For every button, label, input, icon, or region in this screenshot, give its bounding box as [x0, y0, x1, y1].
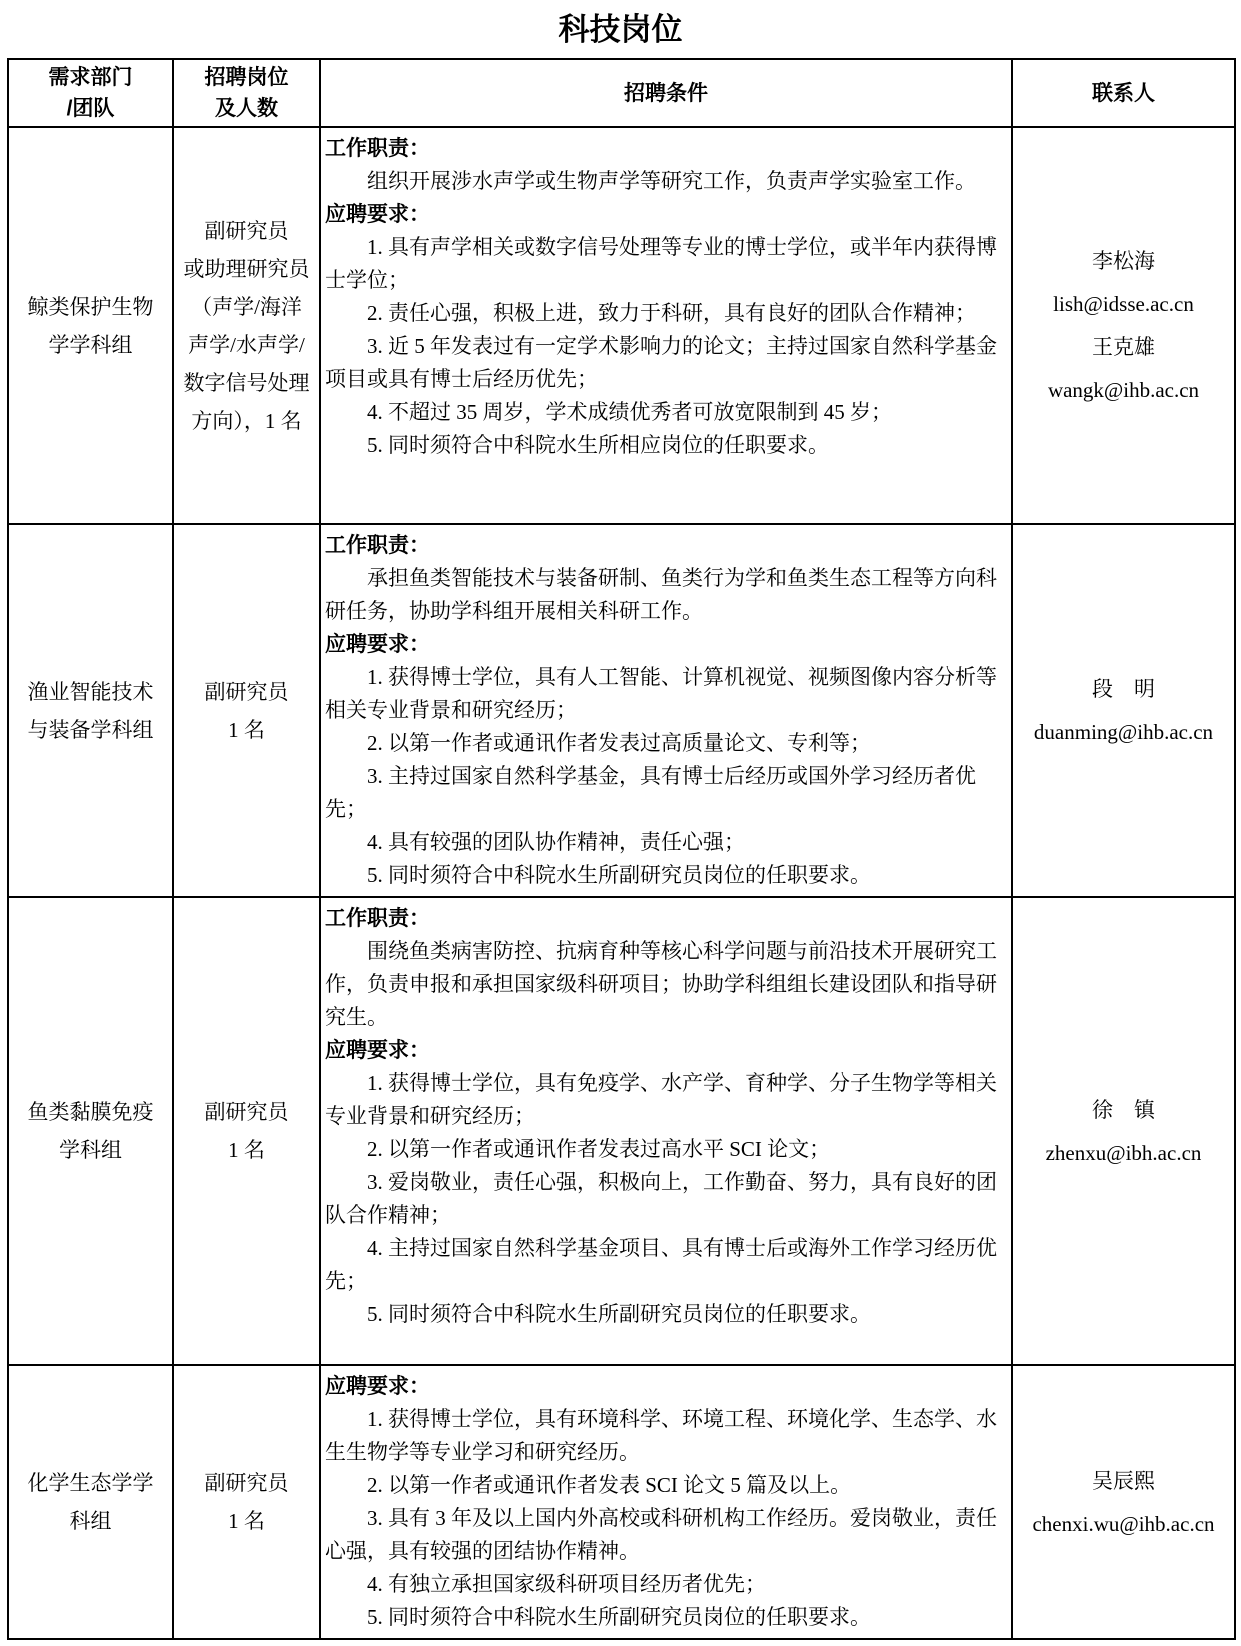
condition-item: 1. 获得博士学位，具有人工智能、计算机视觉、视频图像内容分析等相关专业背景和研究经历； — [325, 665, 997, 722]
conditions-cell — [320, 1365, 1012, 1639]
condition-item: 5. 同时须符合中科院水生所副研究员岗位的任职要求。 — [367, 863, 871, 887]
condition-item: 3. 近 5 年发表过有一定学术影响力的论文；主持过国家自然科学基金项目或具有博士后经历优先； — [325, 334, 997, 391]
conditions-cell — [320, 127, 1012, 524]
condition-item: 3. 主持过国家自然科学基金，具有博士后经历或国外学习经历者优先； — [325, 764, 976, 821]
position-cell — [173, 524, 320, 897]
table-header-row — [8, 59, 1235, 127]
contact-cell — [1012, 897, 1235, 1365]
jobs-table — [7, 58, 1236, 1640]
condition-section-heading: 工作职责： — [325, 137, 430, 160]
contact-email: zhenxu@ibh.ac.cn — [1045, 1140, 1202, 1165]
table-row — [8, 1365, 1235, 1639]
contact-name: 李松海 — [1092, 249, 1155, 273]
position-cell — [173, 897, 320, 1365]
position-line: 副研究员 — [204, 1471, 289, 1495]
position-cell — [173, 127, 320, 524]
condition-item: 5. 同时须符合中科院水生所相应岗位的任职要求。 — [367, 433, 829, 457]
contact-email: duanming@ihb.ac.cn — [1033, 720, 1214, 744]
table-row — [8, 127, 1235, 524]
condition-item: 1. 获得博士学位，具有免疫学、水产学、育种学、分子生物学等相关专业背景和研究经历； — [325, 1071, 997, 1128]
condition-section-heading: 工作职责： — [325, 534, 430, 557]
condition-item: 2. 以第一作者或通讯作者发表过高质量论文、专利等； — [367, 731, 871, 755]
dept-cell: 渔业智能技术与装备学科组 — [8, 524, 173, 897]
condition-item: 3. 具有 3 年及以上国内外高校或科研机构工作经历。爱岗敬业，责任心强，具有较强的团结协作精神。 — [325, 1506, 997, 1563]
dept-cell: 化学生态学学科组 — [8, 1365, 173, 1639]
contact-name: 徐 镇 — [1092, 1097, 1155, 1122]
contact-email: chenxi.wu@ihb.ac.cn — [1032, 1511, 1215, 1536]
dept-cell: 鱼类黏膜免疫学科组 — [8, 897, 173, 1365]
position-cell — [173, 1365, 320, 1639]
condition-item: 5. 同时须符合中科院水生所副研究员岗位的任职要求。 — [367, 1605, 871, 1629]
condition-item: 4. 有独立承担国家级科研项目经历者优先； — [367, 1572, 766, 1596]
header-contact: 联系人 — [1012, 59, 1235, 127]
header-dept — [8, 59, 173, 127]
position-line: 副研究员 — [204, 1100, 289, 1124]
position-line: 1 名 — [228, 1138, 265, 1162]
position-line: 副研究员 — [204, 679, 289, 704]
header-position-line2: 及人数 — [215, 97, 278, 120]
contact-name: 王克雄 — [1092, 335, 1155, 359]
condition-section-heading: 应聘要求： — [325, 1039, 430, 1062]
condition-item: 4. 不超过 35 周岁，学术成绩优秀者可放宽限制到 45 岁； — [367, 400, 892, 424]
condition-section-heading: 应聘要求： — [325, 633, 430, 656]
contact-cell — [1012, 524, 1235, 897]
position-line: 1 名 — [228, 717, 265, 742]
condition-item: 1. 具有声学相关或数字信号处理等专业的博士学位，或半年内获得博士学位； — [325, 235, 997, 292]
condition-paragraph: 承担鱼类智能技术与装备研制、鱼类行为学和鱼类生态工程等方向科研任务，协助学科组开展相关科研工作。 — [325, 566, 997, 623]
page-title: 科技岗位 — [558, 12, 683, 47]
header-position — [173, 59, 320, 127]
position-line: （声学/海洋声学/水声学/数字信号处理方向），1 名 — [183, 294, 310, 433]
contact-email: wangk@ihb.ac.cn — [1047, 378, 1200, 402]
contact-name: 吴辰熙 — [1092, 1468, 1155, 1493]
contact-cell — [1012, 1365, 1235, 1639]
table-row — [8, 524, 1235, 897]
condition-item: 5. 同时须符合中科院水生所副研究员岗位的任职要求。 — [367, 1302, 871, 1326]
condition-item: 2. 责任心强，积极上进，致力于科研，具有良好的团队合作精神； — [367, 301, 976, 325]
position-line: 副研究员 — [204, 218, 289, 243]
condition-item: 3. 爱岗敬业，责任心强，积极向上，工作勤奋、努力，具有良好的团队合作精神； — [325, 1170, 997, 1227]
contact-name: 段 明 — [1092, 677, 1155, 701]
condition-item: 4. 具有较强的团队协作精神，责任心强； — [367, 830, 745, 854]
dept-cell: 鲸类保护生物学学科组 — [8, 127, 173, 524]
condition-item: 2. 以第一作者或通讯作者发表 SCI 论文 5 篇及以上。 — [367, 1473, 852, 1497]
conditions-cell — [320, 897, 1012, 1365]
condition-section-heading: 应聘要求： — [325, 203, 430, 226]
condition-item: 4. 主持过国家自然科学基金项目、具有博士后或海外工作学习经历优先； — [325, 1236, 997, 1293]
header-dept-line2: /团队 — [66, 97, 115, 120]
condition-paragraph: 围绕鱼类病害防控、抗病育种等核心科学问题与前沿技术开展研究工作，负责申报和承担国家级科研项目；协助学科组组长建设团队和指导研究生。 — [325, 939, 997, 1029]
header-dept-line1: 需求部门 — [48, 66, 133, 89]
header-conditions: 招聘条件 — [320, 59, 1012, 127]
condition-item: 1. 获得博士学位，具有环境科学、环境工程、环境化学、生态学、水生生物学等专业学习和研究经历。 — [325, 1407, 997, 1464]
conditions-cell — [320, 524, 1012, 897]
condition-section-heading: 应聘要求： — [325, 1375, 430, 1398]
position-line: 1 名 — [228, 1509, 265, 1533]
contact-cell — [1012, 127, 1235, 524]
table-row — [8, 897, 1235, 1365]
header-position-line1: 招聘岗位 — [204, 66, 289, 89]
condition-paragraph: 组织开展涉水声学或生物声学等研究工作，负责声学实验室工作。 — [367, 169, 976, 193]
contact-email: lish@idsse.ac.cn — [1053, 292, 1194, 316]
condition-section-heading: 工作职责： — [325, 907, 430, 930]
position-line: 或助理研究员 — [183, 256, 310, 281]
condition-item: 2. 以第一作者或通讯作者发表过高水平 SCI 论文； — [367, 1137, 831, 1161]
